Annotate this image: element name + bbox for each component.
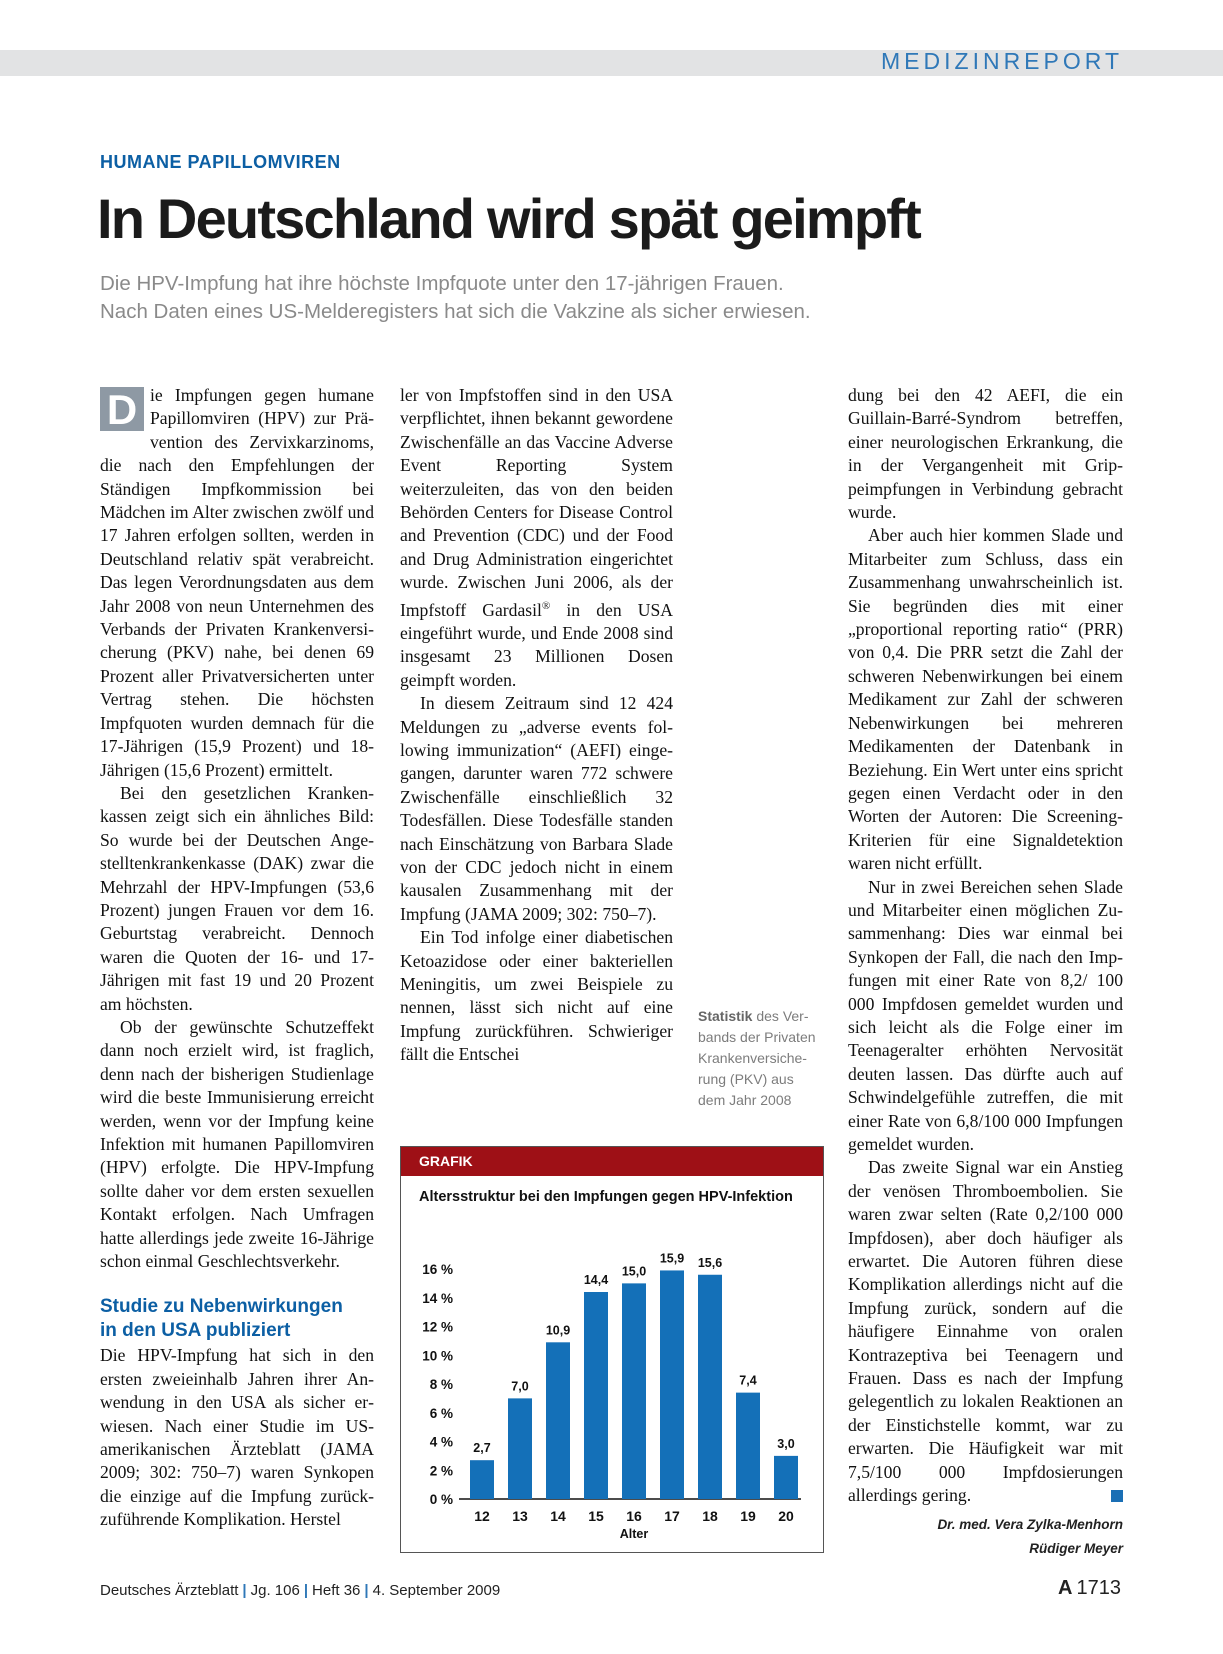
paragraph-text: in den USA eingeführt wurde, und Ende 2008 sind insgesamt 23 Millionen Dosen geimpft worden. xyxy=(400,599,673,690)
x-tick-label: 17 xyxy=(664,1508,680,1524)
x-tick-label: 13 xyxy=(512,1508,528,1524)
text-column-1 xyxy=(100,384,374,1532)
bar xyxy=(622,1283,646,1499)
chart-caption xyxy=(698,1006,823,1111)
paragraph: Die HPV-Impfung hat sich in den ersten zweieinhalb Jahren ihrer Anwendung in den USA als sicher erwiesen. Nach einer Studie im US-amerikanischen Ärzteblatt (JAMA 2009; 302: 750–7) waren Synkopen die einzige auf die Impfung zurückzuführende Komplikation. Herstel xyxy=(100,1345,374,1530)
chart-box xyxy=(400,1146,824,1553)
paragraph-text: ie Impfungen gegen humane Papillomviren (HPV) zur Prävention des Zervixkarzinoms, die nach den Empfehlungen der Ständigen Impfkommission bei Mädchen im Alter zwischen zwölf und 17 Jahren erfolgen sollten, werden in Deutschland relativ spät verabreicht. Das legen Verordnungsdaten aus dem Jahr 2008 von neun Unternehmen des Verbands der Privaten Krankenversicherung (PKV) nahe, bei denen 69 Prozent aller Privatversicherten unter Vertrag stehen. Die höchsten Impfquoten wurden demnach für die 17-Jährigen (15,9 Prozent) und 18-Jährigen (15,6 Prozent) ermittelt. xyxy=(100,385,374,780)
subheading-line: in den USA publiziert xyxy=(100,1319,291,1341)
paragraph xyxy=(100,384,374,782)
y-tick-label: 12 % xyxy=(422,1319,453,1335)
journal-volume: Jg. 106 xyxy=(250,1582,300,1599)
footer-separator: | xyxy=(303,1582,309,1599)
paragraph xyxy=(400,384,673,692)
registered-mark: ® xyxy=(541,599,551,612)
y-tick-label: 2 % xyxy=(429,1463,453,1479)
article-title: In Deutschland wird spät geimpft xyxy=(97,187,920,250)
bar-value-label: 15,0 xyxy=(621,1264,647,1279)
journal-date: 4. September 2009 xyxy=(372,1582,501,1599)
bar-value-label: 3,0 xyxy=(777,1436,795,1451)
y-tick-label: 0 % xyxy=(429,1492,453,1507)
bar xyxy=(736,1393,760,1499)
paragraph-text: Das zweite Signal war ein Anstieg der venösen Thromboembolien. Sie waren zwar selten (Rate 0,2/100 000 Impfdosen), aber doch häufiger als erwartet. Die Autoren führen diese Komplikation allerdings nicht auf die Impfung zurück, sondern auf die häufigere Einnahme von oralen Kontrazeptiva bei Teenagern und Frauen. Dass es nach der Impfung gelegentlich zu lokalen Reaktionen an der Einstichstelle kommt, war zu erwarten. Die Häufigkeit war mit 7,5/100 000 Impfdosierungen allerdings gering. xyxy=(848,1157,1123,1506)
article-kicker: HUMANE PAPILLOMVIREN xyxy=(100,152,341,172)
bar-value-label: 7,4 xyxy=(739,1373,757,1388)
subheading xyxy=(100,1295,374,1342)
bar xyxy=(546,1342,570,1499)
paragraph: Bei den gesetzlichen Krankenkassen zeigt sich ein ähnliches Bild: So wurde bei der Deutschen Angestelltenkrankenkasse (DAK) zwar die Mehrzahl der HPV-Impfungen (53,6 Prozent) jungen Frauen vor dem 16. Geburtstag verabreicht. Dennoch waren die Quoten der 16- und 17-Jährigen mit fast 19 und 20 Prozent am höchsten. xyxy=(100,782,374,1014)
text-column-2 xyxy=(400,384,673,1067)
byline xyxy=(937,1513,1123,1561)
x-tick-label: 19 xyxy=(740,1508,756,1524)
page-prefix: A xyxy=(1058,1577,1073,1599)
subheading-line: Studie zu Nebenwirkungen xyxy=(100,1296,343,1318)
x-tick-label: 18 xyxy=(702,1508,718,1524)
bar-value-label: 14,4 xyxy=(583,1273,609,1287)
y-tick-label: 10 % xyxy=(422,1348,453,1364)
y-tick-label: 14 % xyxy=(422,1290,453,1306)
x-axis-label: Alter xyxy=(619,1527,649,1541)
author-name: Dr. med. Vera Zylka-Menhorn xyxy=(937,1517,1123,1532)
chart-header: GRAFIK xyxy=(401,1147,823,1176)
bar xyxy=(774,1456,798,1499)
chart-title: Altersstruktur bei den Impfungen gegen HPV-Infektion xyxy=(419,1189,793,1205)
drop-cap: D xyxy=(100,387,144,431)
y-tick-label: 6 % xyxy=(429,1405,453,1421)
x-tick-label: 14 xyxy=(550,1508,566,1524)
page-number xyxy=(1058,1577,1121,1600)
journal-issue: Heft 36 xyxy=(312,1582,361,1599)
caption-text: des Verbands der Privaten Krankenversicherung (PKV) aus dem Jahr 2008 xyxy=(698,1008,816,1108)
bar-value-label: 10,9 xyxy=(545,1323,571,1338)
y-tick-label: 4 % xyxy=(429,1434,453,1450)
bar-value-label: 2,7 xyxy=(473,1441,491,1456)
x-tick-label: 16 xyxy=(626,1508,642,1524)
y-tick-label: 16 % xyxy=(422,1262,453,1277)
footer-separator: | xyxy=(364,1582,369,1599)
subtitle-line: Nach Daten eines US-Melderegisters hat sich die Vakzine als sicher erwiesen. xyxy=(100,300,811,323)
paragraph-text: ler von Impfstoffen sind in den USA verpflichtet, ihnen bekannt gewordene Zwischenfälle an das Vaccine Adverse Event Reporting System weiterzuleiten, das von den beiden Behörden Centers for Disease Control and Prevention (CDC) und der Food and Drug Administration eingerichtet wurde. Zwischen Juni 2006, als der Impfstoff Gardasil xyxy=(400,385,673,620)
footer-separator: | xyxy=(242,1582,247,1599)
bar xyxy=(584,1292,608,1499)
bar-value-label: 15,9 xyxy=(659,1251,685,1266)
paragraph: Nur in zwei Bereichen sehen Slade und Mitarbeiter einen möglichen Zusammenhang: Dies war einmal bei Synkopen der Fall, die nach den Impfungen mit einer Rate von 8,2/ 100 000 Impfdosen gemeldet wurden und sich leicht als die Folge einer im Teenageralter erhöhten Nervosität deuten lassen. Das dürfte auch auf Schwindelgefühle zutreffen, die mit einer Rate von 6,8/100 000 Impfungen gemeldet wurden. xyxy=(848,876,1123,1154)
text-column-3 xyxy=(848,384,1123,1508)
bar xyxy=(470,1460,494,1499)
bar-chart xyxy=(401,1147,825,1554)
x-tick-label: 12 xyxy=(474,1508,490,1524)
paragraph: Ob der gewünschte Schutzeffekt dann noch erzielt wird, ist fraglich, denn nach der bisherigen Studienlage wird die beste Immunisierung erreicht werden, wenn vor der Impfung keine Infektion mit humanen Papillomviren (HPV) erfolgte. Die HPV-Impfung sollte daher vor dem ersten sexuellen Kontakt erfolgen. Nach Umfragen hatte allerdings jede zweite 16-Jährige schon einmal Geschlechtsverkehr. xyxy=(100,1016,374,1272)
subtitle-line: Die HPV-Impfung hat ihre höchste Impfquote unter den 17-jährigen Frauen. xyxy=(100,272,784,295)
x-tick-label: 15 xyxy=(588,1508,604,1524)
caption-bold: Statistik xyxy=(698,1008,753,1024)
bar xyxy=(660,1270,684,1499)
article-subtitle xyxy=(100,270,1100,326)
bar xyxy=(508,1398,532,1499)
paragraph: Aber auch hier kommen Slade und Mitarbeiter zum Schluss, dass ein Zusammenhang unwahrscheinlich ist. Sie begründen dies mit einer „proportional reporting ratio“ (PRR) von 0,4. Die PRR setzt die Zahl der schweren Nebenwirkungen bei einem Medikament zur Zahl der schweren Nebenwirkungen bei mehreren Medikamenten der Datenbank in Beziehung. Ein Wert unter eins spricht gegen einen Verdacht oder in den Worten der Autoren: Die Screening-Kriterien für eine Signaldetektion waren nicht erfüllt. xyxy=(848,525,1123,874)
paragraph: dung bei den 42 AEFI, die ein Guillain-Barré-Syndrom betreffen, einer neurologischen Erkrankung, die in der Vergangenheit mit Grippeimpfungen in Verbindung gebracht wurde. xyxy=(848,385,1123,523)
y-tick-label: 8 % xyxy=(429,1377,453,1392)
paragraph: In diesem Zeitraum sind 12 424 Meldungen zu „adverse events following immunization“ (AEFI) eingegangen, darunter waren 772 schwere Zwischenfälle einschließlich 32 Todesfällen. Diese Todesfälle standen nach Einschätzung von Barbara Slade von der CDC jedoch nicht in einem kausalen Zusammenhang mit der Impfung (JAMA 2009; 302: 750–7). xyxy=(400,693,673,924)
x-tick-label: 20 xyxy=(778,1508,794,1524)
bar-value-label: 7,0 xyxy=(511,1379,529,1394)
paragraph xyxy=(848,1156,1123,1507)
section-label: MEDIZINREPORT xyxy=(881,48,1123,74)
footer xyxy=(100,1582,500,1599)
paragraph: Ein Tod infolge einer diabetischen Ketoazidose oder einer bakteriellen Meningitis, um zwei Beispiele zu nennen, lässt sich nicht auf eine Impfung zurückführen. Schwieriger fällt die Entschei xyxy=(400,927,673,1065)
bar xyxy=(698,1275,722,1499)
end-of-article-icon xyxy=(1111,1490,1123,1502)
page-number-value: 1713 xyxy=(1076,1577,1121,1599)
journal-name: Deutsches Ärzteblatt xyxy=(100,1582,239,1599)
bar-value-label: 15,6 xyxy=(697,1255,723,1270)
author-name: Rüdiger Meyer xyxy=(1029,1541,1123,1556)
